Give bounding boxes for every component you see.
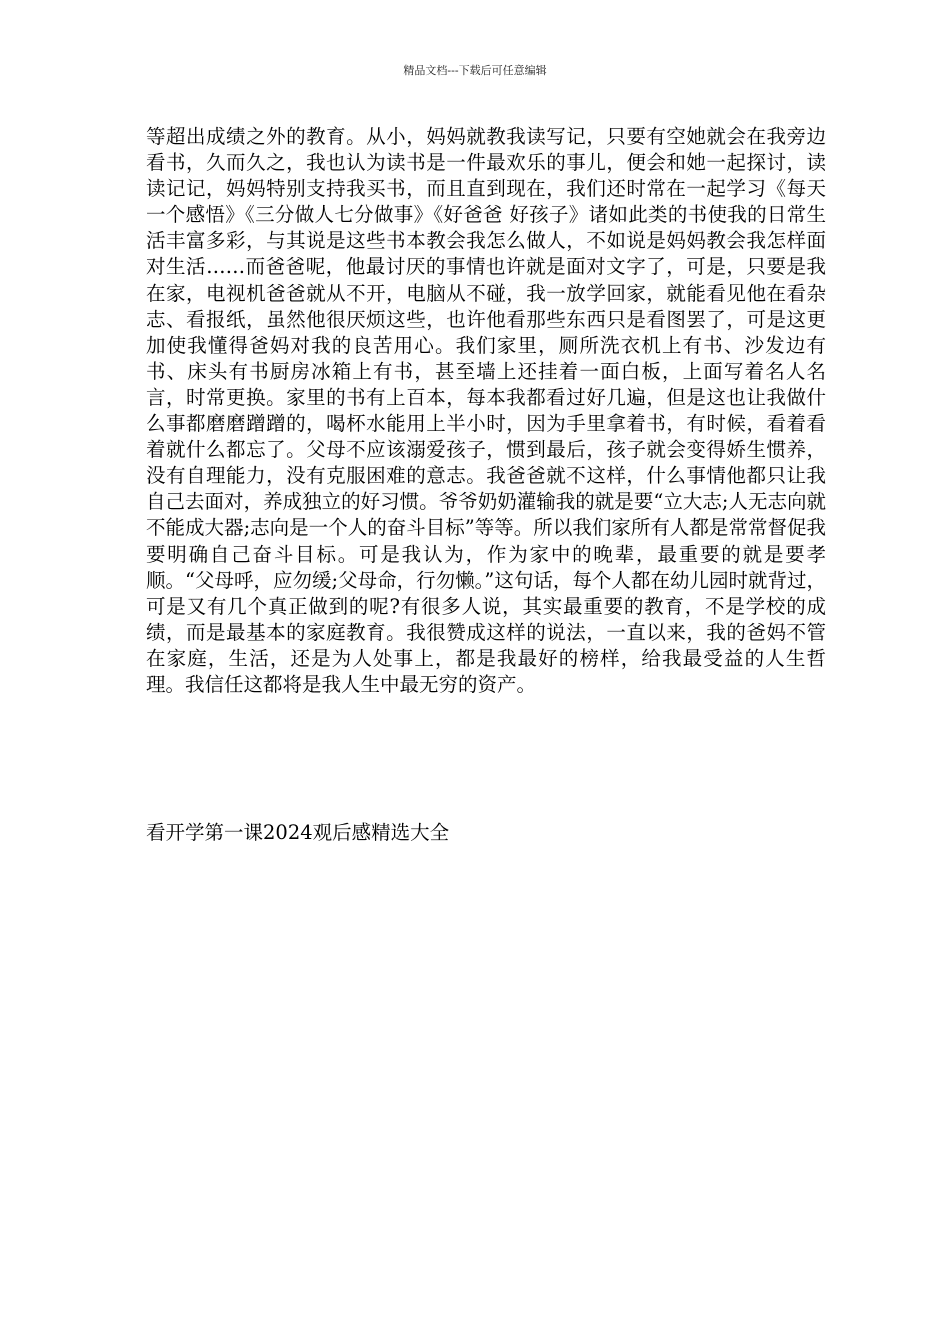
body-paragraph: 等超出成绩之外的教育。从小，妈妈就教我读写记，只要有空她就会在我旁边看书，久而久之，我也认为读书是一件最欢乐的事儿，便会和她一起探讨，读读记记，妈妈特别支持我买书，而且直到现在，我们还时常在一起学习《每天一个感悟》《三分做人七分做事》《好爸爸 好孩子》诸如此类的书使我的日常生活丰富多彩，与其说是这些书本教会我怎么做人，不如说是妈妈教会我怎样面对生活……而爸爸呢，他最讨厌的事情也许就是面对文字了，可是，只要是我在家，电视机爸爸就从不开，电脑从不碰，我一放学回家，就能看见他在看杂志、看报纸，虽然他很厌烦这些，也许他看那些东西只是看图罢了，可是这更加使我懂得爸妈对我的良苦用心。我们家里，厕所洗衣机上有书、沙发边有书、床头有书厨房冰箱上有书，甚至墙上还挂着一面白板，上面写着名人名言，时常更换。家里的书有上百本，每本我都看过好几遍，但是这也让我做什么事都磨磨蹭蹭的，喝杯水能用上半小时，因为手里拿着书，有时候，看着看着就什么都忘了。父母不应该溺爱孩子，惯到最后，孩子就会变得娇生惯养，没有自理能力，没有克服困难的意志。我爸爸就不这样，什么事情他都只让我自己去面对，养成独立的好习惯。爷爷奶奶灌输我的就是要“立大志;人无志向就不能成大器;志向是一个人的奋斗目标”等等。所以我们家所有人都是常常督促我要明确自己奋斗目标。可是我认为，作为家中的晚辈，最重要的就是要孝顺。“父母呼，应勿缓;父母命，行勿懒。”这句话，每个人都在幼儿园时就背过，可是又有几个真正做到的呢?有很多人说，其实最重要的教育，不是学校的成绩，而是最基本的家庭教育。我很赞成这样的说法，一直以来，我的爸妈不管在家庭，生活，还是为人处事上，都是我最好的榜样，给我最受益的人生哲理。我信任这都将是我人生中最无穷的资产。 <box>146 125 826 696</box>
section-title: 看开学第一课2024观后感精选大全 <box>146 821 450 844</box>
page-header: 精品文档---下载后可任意编辑 <box>403 64 547 77</box>
